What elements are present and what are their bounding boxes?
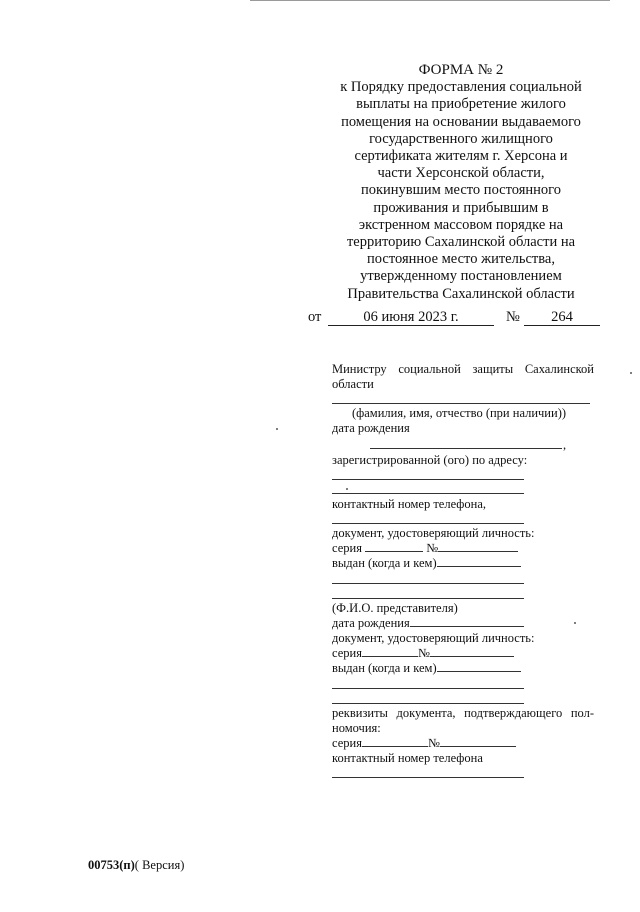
header-line: покинувшим место постоянного bbox=[360, 182, 562, 199]
document-version: ( Версия) bbox=[134, 858, 185, 872]
form-title: ФОРМА № 2 bbox=[418, 62, 504, 78]
authority-doc-line: номочия: bbox=[332, 721, 381, 735]
resolution-date-row bbox=[308, 309, 600, 327]
issued-line[interactable] bbox=[332, 598, 524, 599]
rep-series-input[interactable] bbox=[362, 647, 418, 657]
address-line[interactable] bbox=[332, 493, 524, 494]
auth-series-input[interactable] bbox=[362, 737, 428, 747]
header-line: части Херсонской области, bbox=[377, 165, 545, 182]
header-line: выплаты на приобретение жилого bbox=[356, 96, 566, 113]
rep-issued-line[interactable] bbox=[332, 688, 524, 689]
auth-series-label: серия bbox=[332, 736, 362, 750]
address-line[interactable] bbox=[332, 479, 524, 480]
header-line: помещения на основании выдаваемого bbox=[341, 113, 581, 130]
recipient-line: Министру социальной защиты Сахалинской bbox=[332, 362, 594, 376]
resolution-number: 264 bbox=[524, 309, 600, 326]
series-input[interactable] bbox=[365, 542, 423, 552]
number-input[interactable] bbox=[438, 542, 518, 552]
rep-series-label: серия bbox=[332, 646, 362, 660]
issued-line[interactable] bbox=[332, 583, 524, 584]
registered-address-label: зарегистрированной (ого) по адресу: bbox=[332, 453, 528, 467]
rep-number-input[interactable] bbox=[430, 647, 514, 657]
header-line: сертификата жителям г. Херсона и bbox=[354, 148, 568, 165]
auth-number-input[interactable] bbox=[440, 737, 516, 747]
rep-number-label: № bbox=[417, 646, 430, 660]
recipient-line: области bbox=[332, 377, 374, 391]
scan-speck bbox=[574, 622, 576, 624]
id-series-row bbox=[332, 541, 518, 555]
resolution-date: 06 июня 2023 г. bbox=[328, 309, 494, 326]
representative-caption: (Ф.И.О. представителя) bbox=[332, 601, 458, 615]
ot-label: от bbox=[308, 309, 322, 325]
issued-input[interactable] bbox=[437, 557, 521, 567]
rep-series-row bbox=[332, 646, 514, 660]
series-label: серия bbox=[332, 541, 362, 555]
header-line: утвержденному постановлением bbox=[360, 268, 562, 285]
rep-id-document-label: документ, удостоверяющий личность: bbox=[332, 631, 535, 645]
authority-doc-line: реквизиты документа, подтверждающего пол- bbox=[332, 706, 594, 720]
scan-speck bbox=[276, 428, 278, 430]
document-code-number: 00753(п) bbox=[88, 858, 135, 872]
auth-series-row bbox=[332, 736, 516, 750]
scan-top-edge bbox=[250, 0, 610, 1]
fio-caption: (фамилия, имя, отчество (при наличии)) bbox=[352, 406, 567, 420]
header-line: Правительства Сахалинской области bbox=[347, 285, 575, 302]
id-document-label: документ, удостоверяющий личность: bbox=[332, 526, 535, 540]
auth-phone-line[interactable] bbox=[332, 777, 524, 778]
document-code bbox=[88, 858, 184, 873]
fio-line[interactable] bbox=[332, 403, 590, 404]
number-label: № bbox=[426, 541, 439, 555]
rep-issued-row bbox=[332, 661, 521, 675]
rep-birth-input[interactable] bbox=[410, 617, 524, 627]
phone-label: контактный номер телефона, bbox=[332, 497, 487, 511]
header-line: проживания и прибывшим в bbox=[373, 199, 549, 216]
header-line: к Порядку предоставления социальной bbox=[340, 79, 582, 96]
header-line: постоянное место жительства, bbox=[367, 251, 555, 268]
scan-speck bbox=[346, 488, 348, 490]
header-line: государственного жилищного bbox=[369, 130, 553, 147]
issued-row bbox=[332, 556, 521, 570]
birth-date-line[interactable] bbox=[370, 448, 562, 449]
rep-issued-line[interactable] bbox=[332, 703, 524, 704]
phone-line[interactable] bbox=[332, 523, 524, 524]
issued-label: выдан (когда и кем) bbox=[332, 556, 437, 570]
number-label: № bbox=[506, 309, 520, 325]
rep-issued-input[interactable] bbox=[437, 662, 521, 672]
scan-speck bbox=[630, 372, 632, 374]
rep-issued-label: выдан (когда и кем) bbox=[332, 661, 437, 675]
auth-number-label: № bbox=[427, 736, 440, 750]
header-line: экстренном массовом порядке на bbox=[358, 216, 564, 233]
comma: , bbox=[563, 438, 567, 452]
birth-date-label: дата рождения bbox=[332, 421, 410, 435]
rep-birth-label: дата рождения bbox=[332, 616, 410, 630]
auth-phone-label: контактный номер телефона bbox=[332, 751, 483, 765]
rep-birth-row bbox=[332, 616, 524, 630]
form-header bbox=[330, 62, 592, 303]
header-line: территорию Сахалинской области на bbox=[346, 234, 576, 251]
